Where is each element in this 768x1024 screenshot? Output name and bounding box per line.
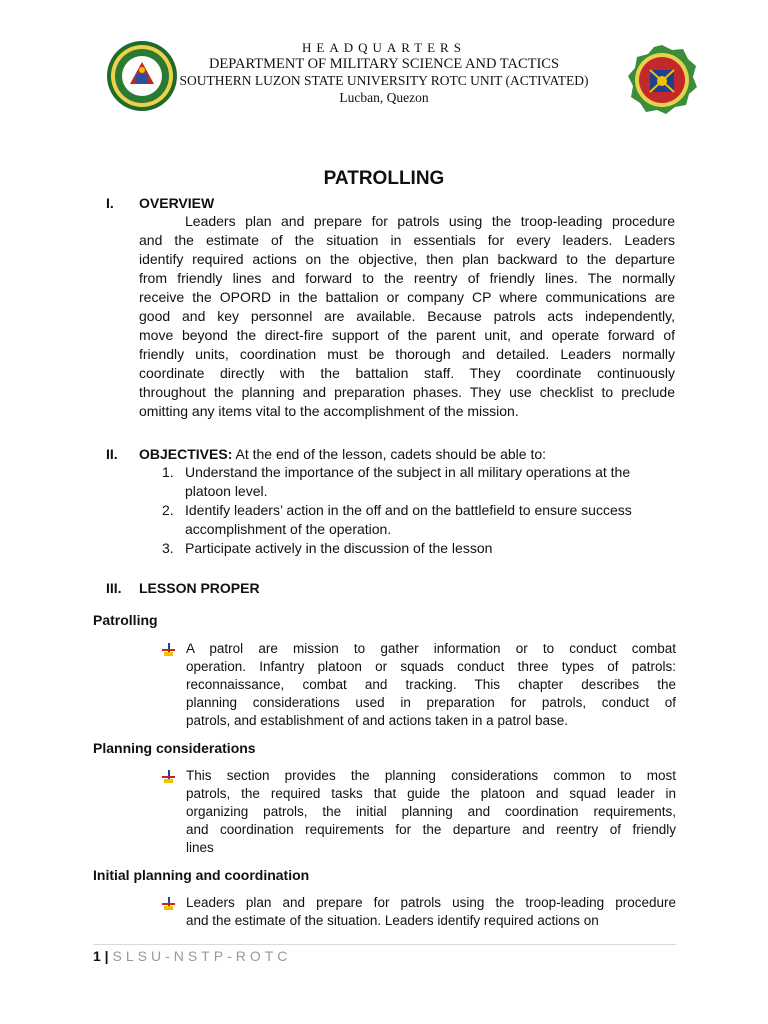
subsection-title: Initial planning and coordination — [93, 867, 310, 883]
section-number-lesson: III. — [106, 580, 122, 596]
text-line: identify required actions on the objective, then plan backward to the departure — [139, 251, 675, 267]
page-number: 1 — [93, 948, 101, 964]
text-line: operation. Infantry platoon or squads conduct three types of patrols: — [186, 659, 676, 674]
text-line: lines — [186, 840, 214, 855]
text-line: This section provides the planning considerations common to most — [186, 768, 676, 783]
section-heading-objectives: OBJECTIVES: At the end of the lesson, cadets should be able to: — [139, 446, 547, 462]
bullet-icon — [162, 643, 175, 656]
section-number-overview: I. — [106, 195, 114, 211]
university-line: SOUTHERN LUZON STATE UNIVERSITY ROTC UNIT (ACTIVATED) — [179, 73, 589, 88]
text-line: move beyond the direct-fire support of the parent unit, and operate forward of — [139, 327, 675, 343]
section-heading-lesson: LESSON PROPER — [139, 580, 260, 596]
objective-item: 3. Participate actively in the discussion of the lesson — [162, 540, 493, 556]
text-line: A patrol are mission to gather information or to conduct combat — [186, 641, 676, 656]
text-line: patrols, the required tasks that guide the platoon and squad leader in — [186, 786, 676, 801]
section-heading-overview: OVERVIEW — [139, 195, 215, 211]
text-line: and the estimate of the situation. Leaders identify required actions on — [186, 913, 599, 928]
location-line: Lucban, Quezon — [339, 90, 429, 105]
objective-item: 1. Understand the importance of the subject in all military operations at the platoon level. — [162, 464, 631, 499]
subsection-title: Planning considerations — [93, 740, 256, 756]
bullet-paragraph — [162, 894, 676, 930]
text-line: Leaders plan and prepare for patrols using the troop-leading procedure — [185, 213, 675, 229]
text-line: coordinate directly with the battalion staff. They coordinate continuously — [139, 365, 675, 381]
bullet-icon — [162, 770, 175, 783]
text-line: omitting any items vital to the accomplishment of the mission. — [139, 403, 519, 419]
text-line: Leaders plan and prepare for patrols using the troop-leading procedure — [186, 895, 676, 910]
document-title: PATROLLING — [323, 168, 445, 189]
footer-text: SLSU-NSTP-ROTC — [112, 948, 292, 964]
text-line: reconnaissance, combat and tracking. This chapter describes the — [186, 677, 676, 692]
bullet-icon — [162, 897, 175, 910]
bullet-paragraph — [162, 640, 676, 730]
footer-divider — [93, 944, 676, 945]
department-line: DEPARTMENT OF MILITARY SCIENCE AND TACTICS — [208, 56, 560, 72]
overview-paragraph — [139, 212, 675, 421]
text-line: receive the OPORD in the battalion or company CP where communications are — [139, 289, 675, 305]
section-number-objectives: II. — [106, 446, 118, 462]
headquarters-line: HEADQUARTERS — [302, 40, 466, 55]
text-line: planning considerations used in preparation for patrols, conduct of — [186, 695, 676, 710]
text-line: and the estimate of the situation in essentials for every leaders. Leaders — [139, 232, 675, 248]
page-footer: 1 | SLSU-NSTP-ROTC — [93, 948, 292, 964]
text-line: organizing patrols, the initial planning and coordination requirements, — [186, 804, 676, 819]
objective-item: 2. Identify leaders’ action in the off and on the battlefield to ensure success accomplishment of the operation. — [162, 502, 632, 537]
text-line: friendly units, coordination must be thorough and detailed. Leaders normally — [139, 346, 675, 362]
rotc-unit-seal-logo — [626, 44, 698, 116]
text-line: good and key personnel are available. Because patrols acts independently, — [139, 308, 675, 324]
text-line: patrols, and establishment of and actions taken in a patrol base. — [186, 713, 568, 728]
objectives-list — [162, 463, 676, 558]
subsection-title: Patrolling — [93, 612, 158, 628]
bullet-paragraph — [162, 767, 676, 857]
text-line: throughout the planning and preparation phases. They use checklist to preclude — [139, 384, 675, 400]
text-line: from friendly lines and forward to the reentry of friendly lines. The normally — [139, 270, 675, 286]
text-line: and coordination requirements for the departure and reentry of friendly — [186, 822, 676, 837]
